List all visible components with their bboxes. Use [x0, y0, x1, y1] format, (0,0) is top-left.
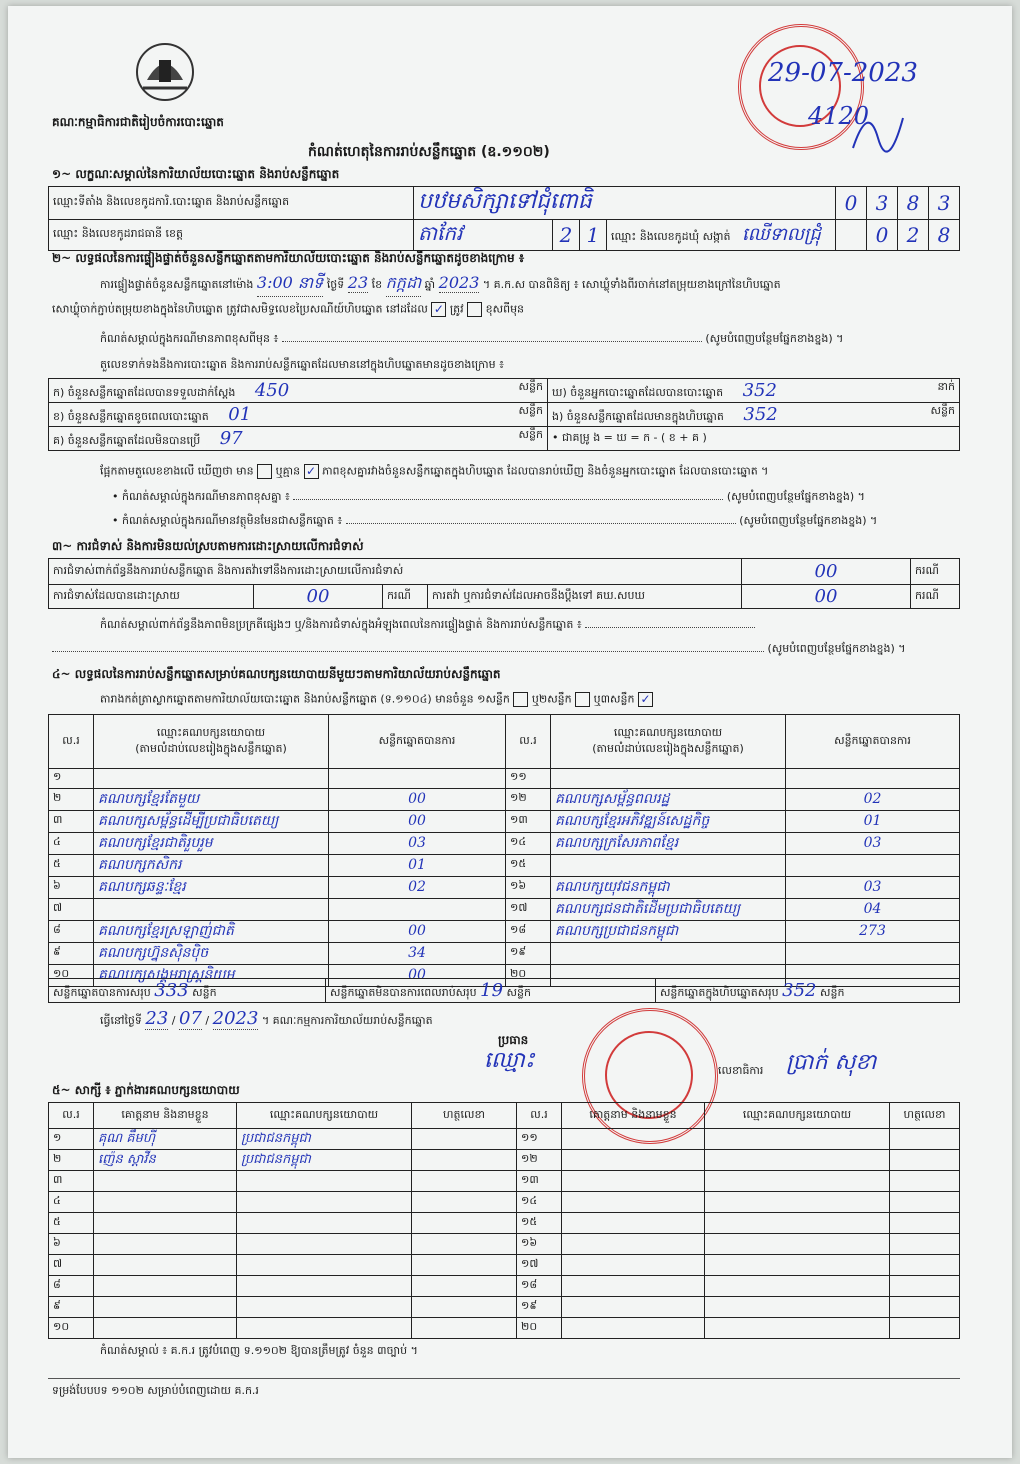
w-col-sign-right: ហត្ថលេខា	[890, 1103, 960, 1129]
witness-sign	[412, 1171, 517, 1192]
witness-party	[237, 1255, 412, 1276]
table-row	[49, 942, 960, 964]
witness-sign	[412, 1150, 517, 1171]
witness-no: ១៤	[517, 1192, 562, 1213]
witness-name	[562, 1171, 705, 1192]
kha-unit: សន្លឹក	[518, 403, 543, 417]
witness-name	[94, 1192, 237, 1213]
party-no: ១៨	[506, 920, 551, 942]
witness-name	[562, 1234, 705, 1255]
verify-text-d: ឆ្នាំ	[424, 278, 436, 291]
section1-table	[48, 186, 960, 251]
w-col-no-left: ល.រ	[49, 1103, 94, 1129]
witness-party	[705, 1297, 890, 1318]
party-name: គណបក្សប្រជាជនកម្ពុជា	[551, 920, 786, 942]
witness-no: ២	[49, 1150, 94, 1171]
location-digit-3: 8	[898, 187, 929, 220]
witness-no: ២០	[517, 1318, 562, 1339]
footnote: កំណត់សម្គាល់ ៖ គ.ក.រ ត្រូវបំពេញ ទ.១១០២ ឱ្យបានត្រឹមត្រូវ ចំនួន ៣ច្បាប់ ។	[100, 1344, 418, 1357]
province-digit-1: 2	[553, 220, 580, 251]
objection-row1-unit: ករណី	[911, 559, 960, 585]
party-name: គណបក្សជនជាតិដើមប្រជាធិបតេយ្យ	[551, 898, 786, 920]
ko-unit: សន្លឹក	[518, 427, 543, 441]
counts-table	[48, 378, 960, 451]
sheet-3-checkbox[interactable]: ✓	[638, 692, 653, 707]
ko-value: 97	[219, 427, 243, 449]
kho-label: ឃ) ចំនួនអ្នកបោះឆ្នោតដែលបានបោះឆ្នោត	[552, 385, 724, 399]
section2-title: ២~ លទ្ធផលនៃការផ្ទៀងផ្ទាត់ចំនួនសន្លឹកឆ្នោតតាមការិយាល័យបោះឆ្នោត និងរាប់សន្លឹកឆ្នោតដូចខាងក្រោម ៖	[52, 251, 525, 265]
party-votes: 02	[329, 876, 506, 898]
total-valid-label: សន្លឹកឆ្នោតបានការសរុប	[53, 985, 151, 999]
witness-sign	[412, 1234, 517, 1255]
party-no: ១	[49, 769, 94, 789]
w-col-name-left: គោត្តនាម និងនាមខ្លួន	[94, 1103, 237, 1129]
party-results-table	[48, 714, 960, 987]
party-votes: 04	[786, 898, 960, 920]
witness-party	[705, 1318, 890, 1339]
objection-row1-label: ការជំទាស់ពាក់ព័ន្ធនឹងការរាប់សន្លឹកឆ្នោត និងការតវ៉ាទៅនឹងការដោះស្រាយលើការជំទាស់	[49, 559, 742, 585]
nec-logo-icon	[133, 40, 197, 104]
witness-sign	[890, 1213, 960, 1234]
table-row	[49, 1255, 960, 1276]
party-no: ៧	[49, 898, 94, 920]
party-no: ១០	[49, 964, 94, 986]
table-row	[49, 854, 960, 876]
party-votes: 03	[329, 832, 506, 854]
compare-yes-checkbox[interactable]	[257, 464, 272, 479]
party-votes: 02	[786, 788, 960, 810]
stamp-code: 4120	[808, 102, 870, 130]
witness-sign	[412, 1255, 517, 1276]
seal-line	[52, 302, 524, 319]
witness-no: ៦	[49, 1234, 94, 1255]
w-col-party-left: ឈ្មោះគណបក្សនយោបាយ	[237, 1103, 412, 1129]
sheet-1-checkbox[interactable]	[513, 692, 528, 707]
verify-text-c: ខែ	[371, 278, 383, 291]
total-invalid-label: សន្លឹកឆ្នោតមិនបានការពេលរាប់សរុប	[330, 985, 477, 999]
province-label: ឈ្មោះ និងលេខកូដរាជធានី ខេត្ត	[49, 220, 414, 251]
party-name	[551, 854, 786, 876]
sheet-opt3-label: ឬ៣សន្លឹក	[593, 692, 635, 706]
kho-value: 352	[742, 379, 777, 401]
witness-no: ១៣	[517, 1171, 562, 1192]
witness-no: ១៨	[517, 1276, 562, 1297]
bullet2-label: • កំណត់សម្គាល់ក្នុងករណីមានវត្ថុមិនមែនជាសន្លឹកឆ្នោត ៖	[112, 514, 343, 527]
table-row	[49, 769, 960, 789]
date-line: ធ្វើនៅថ្ងៃទី 23 / 07 / 2023 ។ គណៈកម្មការការិយាល័យរាប់សន្លឹកឆ្នោត	[100, 1008, 433, 1029]
ngo-unit: សន្លឹក	[930, 403, 955, 417]
date-month: 07	[179, 1008, 202, 1029]
location-digit-4: 3	[929, 187, 960, 220]
party-no: ២	[49, 788, 94, 810]
footer-divider	[48, 1378, 960, 1379]
objection-note	[100, 618, 960, 634]
commune-digit-3: 8	[929, 220, 960, 251]
verify-text-b: ថ្ងៃទី	[326, 278, 345, 291]
kho-unit: នាក់	[937, 379, 955, 393]
table-row	[49, 788, 960, 810]
witness-no: ១	[49, 1129, 94, 1150]
party-name: គណបក្សខ្មែរតែមួយ	[94, 788, 329, 810]
witness-party	[237, 1171, 412, 1192]
party-no: ៥	[49, 854, 94, 876]
col-party-sub-right: (តាមលំដាប់លេខរៀងក្នុងសន្លឹកឆ្នោត)	[592, 741, 744, 755]
sheet-line	[100, 692, 653, 709]
verify-text-a: ការផ្ទៀងផ្ទាត់ចំនួនសន្លឹកឆ្នោតនៅម៉ោង	[100, 278, 254, 291]
sheet-opt2-label: ឬ២សន្លឹក	[531, 692, 572, 706]
objection-row1-value: 00	[742, 559, 911, 585]
objection-row2-label: ការជំទាស់ដែលបានដោះស្រាយ	[49, 585, 254, 609]
party-votes: 01	[329, 854, 506, 876]
seal-correct-checkbox[interactable]: ✓	[431, 302, 446, 317]
compare-line	[100, 464, 960, 481]
witness-party: ប្រជាជនកម្ពុជា	[237, 1129, 412, 1150]
secretary-signature: ប្រាក់ សុខា	[786, 1050, 877, 1075]
objection-note-text: កំណត់សម្គាល់ពាក់ព័ន្ធនឹងភាពមិនប្រក្រតីផ្សេងៗ ឬ/និងការជំទាស់ក្នុងអំឡុងពេលនៃការផ្ទៀងផ្ទាត់ និងការរាប់សន្លឹកឆ្នោត ៖	[100, 618, 582, 631]
party-votes: 00	[329, 788, 506, 810]
ballot-count-form	[8, 6, 1012, 1458]
party-name: គណបក្សឆន្ទៈខ្មែរ	[94, 876, 329, 898]
table-row	[49, 810, 960, 832]
party-name: គណបក្សសម្ព័ន្ធពលរដ្ឋ	[551, 788, 786, 810]
witness-no: ១១	[517, 1129, 562, 1150]
objection-row2b-label: ការតវ៉ា ឬការជំទាស់ដែលអាចនឹងប្តឹងទៅ គឃ.សបឃ	[428, 585, 742, 609]
party-no: ៨	[49, 920, 94, 942]
party-no: ៦	[49, 876, 94, 898]
party-name: គណបក្សក្រសែរភាពខ្មែរ	[551, 832, 786, 854]
witness-no: ១៦	[517, 1234, 562, 1255]
witness-sign	[890, 1276, 960, 1297]
objection-row2-value: 00	[254, 585, 383, 609]
ko-label: គ) ចំនួនសន្លឹកឆ្នោតដែលមិនបានប្រើ	[53, 433, 201, 447]
col-party-sub-left: (តាមលំដាប់លេខរៀងក្នុងសន្លឹកឆ្នោត)	[135, 741, 287, 755]
table-row	[49, 1234, 960, 1255]
total-box-value: 352	[782, 979, 817, 1001]
sheet-2-checkbox[interactable]	[575, 692, 590, 707]
party-no: ២០	[506, 964, 551, 986]
party-no: ១៧	[506, 898, 551, 920]
witness-name	[94, 1213, 237, 1234]
total-invalid-value: 19	[480, 979, 504, 1001]
party-votes: 00	[329, 920, 506, 942]
witness-no: ១៩	[517, 1297, 562, 1318]
witness-name	[562, 1318, 705, 1339]
witness-table	[48, 1102, 960, 1339]
objection-row2b-unit: ករណី	[911, 585, 960, 609]
witness-party	[237, 1192, 412, 1213]
witness-sign	[890, 1171, 960, 1192]
party-votes: 34	[329, 942, 506, 964]
section4-title: ៤~ លទ្ធផលនៃការរាប់សន្លឹកឆ្នោតសម្រាប់គណបក្សនយោបាយនីមួយៗតាមការិយាល័យរាប់សន្លឹកឆ្នោត	[52, 667, 501, 681]
witness-no: ១០	[49, 1318, 94, 1339]
ka-unit: សន្លឹក	[518, 379, 543, 393]
table-row	[49, 1150, 960, 1171]
witness-party	[705, 1276, 890, 1297]
ka-label: ក) ចំនួនសន្លឹកឆ្នោតដែលបានទទួលដាក់ស្តែង	[53, 385, 236, 399]
party-votes	[329, 769, 506, 789]
table-row	[49, 920, 960, 942]
witness-no: ៩	[49, 1297, 94, 1318]
table-row	[49, 1297, 960, 1318]
witness-party	[705, 1150, 890, 1171]
section5-title: ៥~ សាក្សី ៖ ភ្នាក់ងារគណបក្សនយោបាយ	[52, 1083, 240, 1097]
witness-name: គុណ គឹមហ៊ី	[94, 1129, 237, 1150]
kha-label: ខ) ចំនួនសន្លឹកឆ្នោតខូចពេលបោះឆ្នោត	[53, 409, 209, 423]
total-valid-unit: សន្លឹក	[192, 985, 217, 999]
date-day: 23	[145, 1008, 169, 1029]
form-title: កំណត់ហេតុនៃការរាប់សន្លឹកឆ្នោត (ឧ.១១០២)	[308, 144, 550, 160]
party-no: ១៩	[506, 942, 551, 964]
party-name: គណបក្សសង្គមរាស្ត្រនិយម	[94, 964, 329, 986]
witness-no: ៥	[49, 1213, 94, 1234]
total-invalid-unit: សន្លឹក	[506, 985, 531, 999]
witness-party	[237, 1213, 412, 1234]
objection-row2b-value: 00	[742, 585, 911, 609]
location-digit-2: 3	[867, 187, 898, 220]
witness-name	[562, 1297, 705, 1318]
compare-no-checkbox[interactable]: ✓	[304, 464, 319, 479]
party-name: គណបក្សយុវជនកម្ពុជា	[551, 876, 786, 898]
total-box-unit: សន្លឹក	[820, 985, 845, 999]
witness-party: ប្រជាជនកម្ពុជា	[237, 1150, 412, 1171]
party-no: ៩	[49, 942, 94, 964]
party-votes: 03	[786, 832, 960, 854]
note-hint: (សូមបំពេញបន្ថែមផ្នែកខាងខ្នង) ។	[705, 332, 844, 345]
party-votes: 00	[329, 810, 506, 832]
commune-value: ឈើទាលជ្រុំ	[742, 223, 821, 245]
compare-text-c: ភាពខុសគ្នារវាងចំនួនសន្លឹកឆ្នោតក្នុងហិបឆ្នោត ដែលបានរាប់ឃើញ និងចំនួនអ្នកបោះឆ្នោត ដែលបានបោះឆ្នោត ។	[322, 464, 769, 478]
table-row	[49, 832, 960, 854]
province-value: តាកែវ	[414, 220, 553, 251]
w-col-name-right: គោត្តនាម និងនាមខ្លួន	[562, 1103, 705, 1129]
verify-month: កក្កដា	[386, 272, 422, 297]
party-no: ៣	[49, 810, 94, 832]
witness-name	[94, 1255, 237, 1276]
col-votes-right: សន្លឹកឆ្នោតបានការ	[786, 715, 960, 769]
witness-party	[237, 1276, 412, 1297]
totals-table	[48, 978, 960, 1003]
party-name	[94, 769, 329, 789]
table-row	[49, 1318, 960, 1339]
witness-no: ១២	[517, 1150, 562, 1171]
compare-text-b: ឬគ្មាន	[275, 464, 301, 478]
party-votes: 273	[786, 920, 960, 942]
witness-name	[562, 1129, 705, 1150]
party-name: គណបក្សហ្វ៊ុនស៊ិនប៉ិច	[94, 942, 329, 964]
witness-party	[705, 1255, 890, 1276]
party-name: គណបក្សខ្មែរអភិវឌ្ឍន៍សេដ្ឋកិច្ច	[551, 810, 786, 832]
witness-no: ៤	[49, 1192, 94, 1213]
party-votes	[786, 942, 960, 964]
witness-name	[94, 1276, 237, 1297]
bullet1-hint: (សូមបំពេញបន្ថែមផ្នែកខាងខ្នង) ។	[726, 490, 865, 503]
table-row	[49, 898, 960, 920]
commune-digit-1: 0	[867, 220, 898, 251]
party-votes	[786, 854, 960, 876]
seal-wrong-checkbox[interactable]	[467, 302, 482, 317]
form-ref: ទម្រង់បែបបទ ១១០២ សម្រាប់បំពេញដោយ គ.ក.រ	[52, 1384, 259, 1397]
witness-name	[562, 1150, 705, 1171]
chair-label: ប្រធាន	[498, 1033, 529, 1047]
witness-sign	[890, 1255, 960, 1276]
ngo-value: 352	[743, 403, 778, 425]
ka-value: 450	[254, 379, 290, 401]
objection-note-hint: (សូមបំពេញបន្ថែមផ្នែកខាងខ្នង) ។	[767, 642, 906, 655]
party-votes: 00	[329, 964, 506, 986]
party-no: ៤	[49, 832, 94, 854]
table-row	[49, 1192, 960, 1213]
witness-name	[94, 1234, 237, 1255]
party-no: ១៥	[506, 854, 551, 876]
total-box-label: សន្លឹកឆ្នោតក្នុងហិបឆ្នោតសរុប	[659, 985, 779, 999]
date-year: 2023	[212, 1008, 259, 1029]
commune-label: ឈ្មោះ និងលេខកូដឃុំ សង្កាត់	[611, 229, 731, 243]
bullet2-hint: (សូមបំពេញបន្ថែមផ្នែកខាងខ្នង) ។	[739, 514, 878, 527]
witness-no: ១៥	[517, 1213, 562, 1234]
party-name	[551, 942, 786, 964]
party-no: ១៦	[506, 876, 551, 898]
section1-title: ១~ លក្ខណៈសម្គាល់នៃការិយាល័យបោះឆ្នោត និងរាប់សន្លឹកឆ្នោត	[52, 167, 340, 181]
location-value: បឋមសិក្សាទៅជុំពោធិ	[414, 187, 836, 220]
verify-year: 2023	[438, 273, 480, 292]
compare-text-a: ផ្អែកតាមតួលេខខាងលើ ឃើញថា មាន	[100, 464, 254, 478]
note-label: កំណត់សម្គាល់ក្នុងករណីមានភាពខុសពីមុន ៖	[100, 332, 279, 345]
w-col-no-right: ល.រ	[517, 1103, 562, 1129]
stamp-signature	[848, 98, 908, 158]
section3-title: ៣~ ការជំទាស់ និងការមិនយល់ស្របតាមការដោះស្រាយលើការជំទាស់	[52, 539, 364, 553]
party-name: គណបក្សកសិករ	[94, 854, 329, 876]
province-digit-2: 1	[580, 220, 607, 251]
formula: • ជាគម្រូ ង = ឃ = ក - ( ខ + គ )	[548, 427, 960, 451]
org-name: គណៈកម្មាធិការជាតិរៀបចំការបោះឆ្នោត	[52, 115, 224, 129]
witness-name	[94, 1297, 237, 1318]
chair-signature: ឈ្មោះ	[484, 1048, 535, 1073]
bullet1-label: • កំណត់សម្គាល់ក្នុងករណីមានភាពខុសគ្នា ៖	[112, 490, 290, 503]
ngo-label: ង) ចំនួនសន្លឹកឆ្នោតដែលមានក្នុងហិបឆ្នោត	[552, 409, 724, 423]
party-votes	[329, 898, 506, 920]
location-digit-1: 0	[836, 187, 867, 220]
party-name: គណបក្សខ្មែរជាតិរួបរួម	[94, 832, 329, 854]
col-no-right: ល.រ	[506, 715, 551, 769]
witness-sign	[890, 1129, 960, 1150]
witness-sign	[890, 1297, 960, 1318]
table-row	[49, 1171, 960, 1192]
witness-no: ៨	[49, 1276, 94, 1297]
witness-sign	[890, 1318, 960, 1339]
date-prefix: ធ្វើនៅថ្ងៃទី	[100, 1014, 142, 1027]
witness-sign	[412, 1192, 517, 1213]
party-no: ១៣	[506, 810, 551, 832]
witness-party	[237, 1234, 412, 1255]
witness-no: ៧	[49, 1255, 94, 1276]
witness-name	[562, 1255, 705, 1276]
party-name: គណបក្សសម្ព័ន្ធដើម្បីប្រជាធិបតេយ្យ	[94, 810, 329, 832]
objection-row2-unit: ករណី	[383, 585, 428, 609]
table-row	[49, 1129, 960, 1150]
verify-time: 3:00 នាទី	[257, 272, 323, 297]
witness-name: ញ៉េន ស្ដាវីន	[94, 1150, 237, 1171]
witness-party	[237, 1297, 412, 1318]
witness-party	[705, 1129, 890, 1150]
objection-note-2	[52, 642, 960, 658]
total-valid-value: 333	[154, 979, 189, 1001]
witness-name	[94, 1171, 237, 1192]
party-votes: 03	[786, 876, 960, 898]
col-votes-left: សន្លឹកឆ្នោតបានការ	[329, 715, 506, 769]
witness-name	[562, 1276, 705, 1297]
witness-sign	[890, 1234, 960, 1255]
witness-sign	[412, 1276, 517, 1297]
seal-correct-label: ត្រូវ	[449, 302, 464, 316]
stamp-date: 29-07-2023	[768, 58, 918, 88]
witness-name	[94, 1318, 237, 1339]
witness-party	[705, 1213, 890, 1234]
kha-value: 01	[228, 403, 252, 425]
witness-sign	[412, 1297, 517, 1318]
col-no-left: ល.រ	[49, 715, 94, 769]
secretary-label: លេខាធិការ	[718, 1064, 764, 1077]
objection-table	[48, 558, 960, 609]
party-no: ១៤	[506, 832, 551, 854]
witness-sign	[412, 1129, 517, 1150]
seal-wrong-label: ខុសពីមុន	[485, 302, 525, 316]
witness-name	[562, 1192, 705, 1213]
party-no: ១២	[506, 788, 551, 810]
col-party-right: ឈ្មោះគណបក្សនយោបាយ	[613, 725, 723, 739]
table-row	[49, 876, 960, 898]
seal-text: សោឃ្លុំចាក់ភ្ជាប់តម្រុយខាងក្នុងនៃហិបឆ្នោត ត្រូវជាសមិទ្ធលេខប្រៃសណីយ៍ហិបឆ្នោត នៅដដែល	[52, 302, 428, 316]
party-name	[94, 898, 329, 920]
verify-day: 23	[347, 273, 369, 292]
witness-sign	[890, 1192, 960, 1213]
witness-sign	[412, 1213, 517, 1234]
witness-sign	[412, 1318, 517, 1339]
date-suffix: ។ គណៈកម្មការការិយាល័យរាប់សន្លឹកឆ្នោត	[261, 1014, 433, 1027]
table-row	[49, 1276, 960, 1297]
witness-no: ៣	[49, 1171, 94, 1192]
witness-party	[237, 1318, 412, 1339]
counts-intro: តួលេខទាក់ទងនឹងការបោះឆ្នោត និងការរាប់សន្លឹកឆ្នោតដែលមាននៅក្នុងហិបឆ្នោតមានដូចខាងក្រោម ៖	[100, 358, 504, 371]
bullet-line-2	[112, 514, 962, 530]
w-col-party-right: ឈ្មោះគណបក្សនយោបាយ	[705, 1103, 890, 1129]
witness-party	[705, 1234, 890, 1255]
party-no: ១១	[506, 769, 551, 789]
witness-name	[562, 1213, 705, 1234]
col-party-left: ឈ្មោះគណបក្សនយោបាយ	[156, 725, 266, 739]
sheet-text: តារាងកត់ត្រាស្លាកឆ្នោតតាមការិយាល័យបោះឆ្នោត និងរាប់សន្លឹកឆ្នោត (ទ.១១០៤) មានចំនួន ១សន្លឹក	[100, 692, 510, 706]
witness-party	[705, 1192, 890, 1213]
verify-text-e: ។ គ.ក.ស បានពិនិត្យ ៖ សោឃ្លុំទាំងពីរចាក់នៅតម្រុយខាងក្រៅនៃហិបឆ្នោត	[482, 278, 781, 291]
w-col-sign-left: ហត្ថលេខា	[412, 1103, 517, 1129]
verify-line	[100, 272, 960, 297]
note-line	[100, 332, 960, 348]
commune-digit-2: 2	[898, 220, 929, 251]
witness-no: ១៧	[517, 1255, 562, 1276]
witness-party	[705, 1171, 890, 1192]
party-votes: 01	[786, 810, 960, 832]
party-name: គណបក្សខ្មែរស្រឡាញ់ជាតិ	[94, 920, 329, 942]
bullet-line-1	[112, 490, 962, 506]
witness-sign	[890, 1150, 960, 1171]
party-name	[551, 769, 786, 789]
location-label: ឈ្មោះទីតាំង និងលេខកូដការិ.បោះឆ្នោត និងរាប់សន្លឹកឆ្នោត	[49, 187, 414, 220]
party-votes	[786, 769, 960, 789]
table-row	[49, 1213, 960, 1234]
